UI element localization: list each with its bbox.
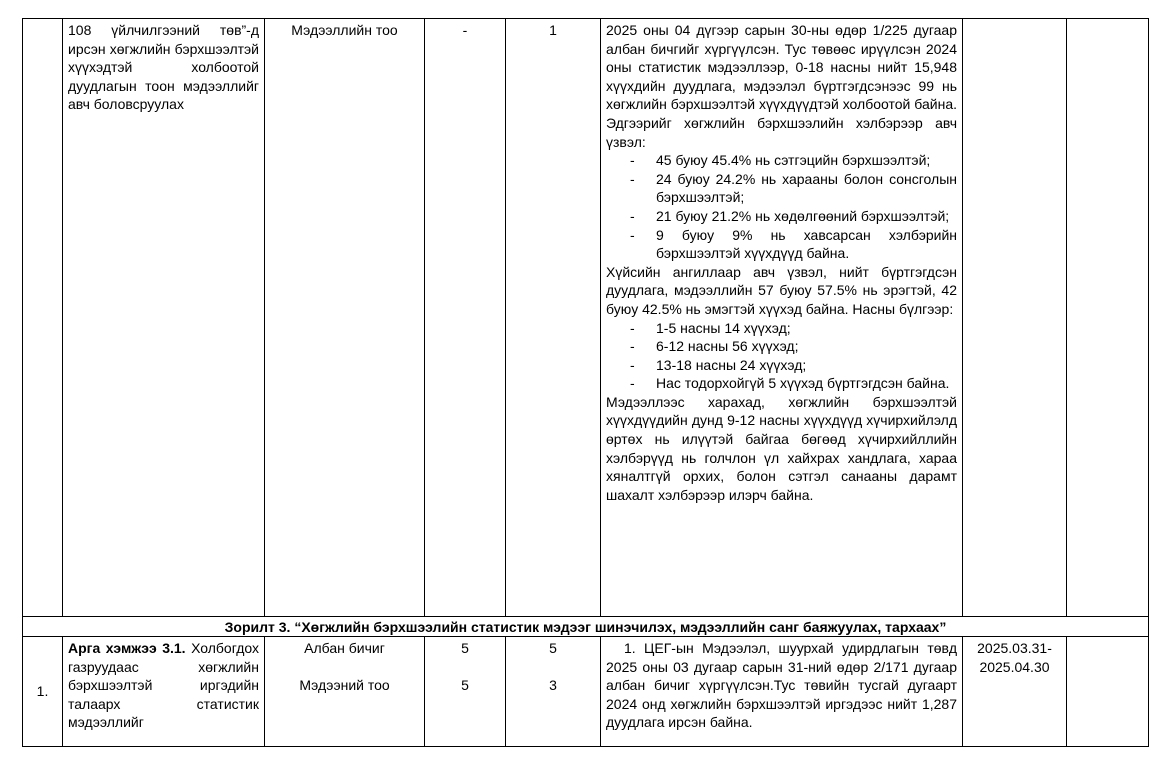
list-marker: - — [630, 170, 635, 187]
cell-row-number — [23, 19, 63, 617]
cell-period — [963, 19, 1067, 617]
activity-measure-text: Холбогдох газруудаас хөгжлийн бэрхшээлтэй иргэдийн талаарх статистик мэдээллийг — [68, 640, 259, 731]
list-item — [606, 207, 957, 226]
list-item-text: 45 буюу 45.4% нь сэтгэцийн бэрхшээлтэй; — [656, 152, 931, 169]
list-marker: - — [630, 226, 635, 243]
cell-indicator — [265, 637, 425, 747]
list-item-text: 9 буюу 9% нь хавсарсан хэлбэрийн бэрхшээлтэй хүүхдүүд байна. — [656, 226, 957, 262]
indicator-line: Албан бичиг — [304, 640, 385, 656]
list-marker: - — [630, 375, 635, 392]
cell-activity-description — [63, 637, 265, 747]
list-marker: - — [630, 319, 635, 336]
target-line: 5 — [461, 677, 469, 694]
list-item — [606, 337, 957, 356]
period-line: 2025.04.30 — [979, 658, 1050, 675]
cell-indicator: Мэдээллийн тоо — [265, 19, 425, 617]
cell-activity-description: 108 үйлчилгээний төв”-д ирсэн хөгжлийн бэрхшээлтэй хүүхэдтэй холбоотой дуудлагын тоон мэдээллийг авч боловсруулах — [63, 19, 265, 617]
cell-extra — [1067, 19, 1149, 617]
list-item-text: 21 буюу 21.2% нь хөдөлгөөний бэрхшээлтэй; — [656, 207, 950, 224]
list-item-text: 24 буюу 24.2% нь харааны болон сонсголын бэрхшээлтэй; — [656, 170, 957, 206]
table-row — [23, 637, 1149, 747]
result-paragraph: 1. ЦЕГ-ын Мэдээлэл, шуурхай удирдлагын төвд 2025 оны 03 дугаар сарын 31-ний өдөр 2/171 дугаар албан бичиг хүргүүлсэн.Тус төвийн тусгай дугаарт 2024 онд хөгжлийн бэрхшээлтэй иргэдээс нийт 1,287 дуудлага ирсэн байна. — [606, 640, 957, 731]
target-line: 5 — [461, 640, 469, 656]
list-item-text: 6-12 насны 56 хүүхэд; — [656, 338, 799, 355]
cell-result-text — [601, 19, 963, 617]
result-paragraph: Хүйсийн ангиллаар авч үзвэл, нийт бүртгэгдсэн дуудлага, мэдээллийн 57 буюу 57.5% нь эрэгтэй, 42 буюу 42.5% нь эмэгтэй хүүхэд байна. Насны бүлгээр: — [606, 263, 957, 317]
list-marker: - — [630, 338, 635, 355]
cell-actual-value: 1 — [506, 19, 601, 617]
indicator-line: Мэдээний тоо — [299, 677, 390, 694]
cell-target-value — [425, 637, 506, 747]
list-item — [606, 356, 957, 375]
actual-line: 3 — [549, 677, 557, 694]
period-line: 2025.03.31- — [977, 640, 1052, 656]
list-item — [606, 226, 957, 263]
list-item — [606, 319, 957, 338]
cell-actual-value — [506, 637, 601, 747]
list-marker: - — [630, 207, 635, 224]
result-paragraph: Мэдээллээс харахад, хөгжлийн бэрхшээлтэй хүүхдүүдийн дунд 9-12 насны хүүхдүүд хүчирхийлэлд өртөх нь илүүтэй байгаа бөгөөд хүчирхийллийн хэлбэрүүд нь голчлон үл хайхрах хандлага, хараа хяналтгүй орхих, болон сэтгэл санааны дарамт шахалт хэлбэрээр илэрч байна. — [606, 393, 957, 503]
goal-header-label: Зорилт 3. “Хөгжлийн бэрхшээлийн статистик мэдээг шинэчилэх, мэдээллийн санг баяжуулах, тархаах” — [23, 617, 1149, 637]
result-paragraph: 2025 оны 04 дүгээр сарын 30-ны өдөр 1/225 дугаар албан бичгийг хүргүүлсэн. Тус төвөөс ирүүлсэн 2024 оны статистик мэдээллээр, 0-18 насны нийт 15,948 хүүхдийн дуудлага, мэдээлэл бүртгэгдсэнээс 99 нь хөгжлийн бэрхшээлтэй хүүхдүүдтэй холбоотой байна. Эдгээрийг хөгжлийн бэрхшээлийн хэлбэрээр авч үзвэл: — [606, 22, 957, 150]
cell-period — [963, 637, 1067, 747]
table-row-continued — [23, 19, 1149, 617]
list-item — [606, 151, 957, 170]
cell-extra — [1067, 637, 1149, 747]
goal-header-row — [23, 617, 1149, 637]
list-item — [606, 170, 957, 207]
report-table — [22, 18, 1149, 747]
list-item-text: Нас тодорхойгүй 5 хүүхэд бүртгэгдсэн байна. — [656, 375, 950, 392]
cell-target-value: - — [425, 19, 506, 617]
list-item — [606, 374, 957, 393]
actual-line: 5 — [549, 640, 557, 656]
cell-result-text — [601, 637, 963, 747]
list-marker: - — [630, 356, 635, 373]
list-marker: - — [630, 152, 635, 169]
activity-measure-label: Арга хэмжээ 3.1. — [68, 640, 186, 656]
list-item-text: 1-5 насны 14 хүүхэд; — [656, 319, 791, 336]
cell-row-number: 1. — [23, 637, 63, 747]
list-item-text: 13-18 насны 24 хүүхэд; — [656, 356, 807, 373]
